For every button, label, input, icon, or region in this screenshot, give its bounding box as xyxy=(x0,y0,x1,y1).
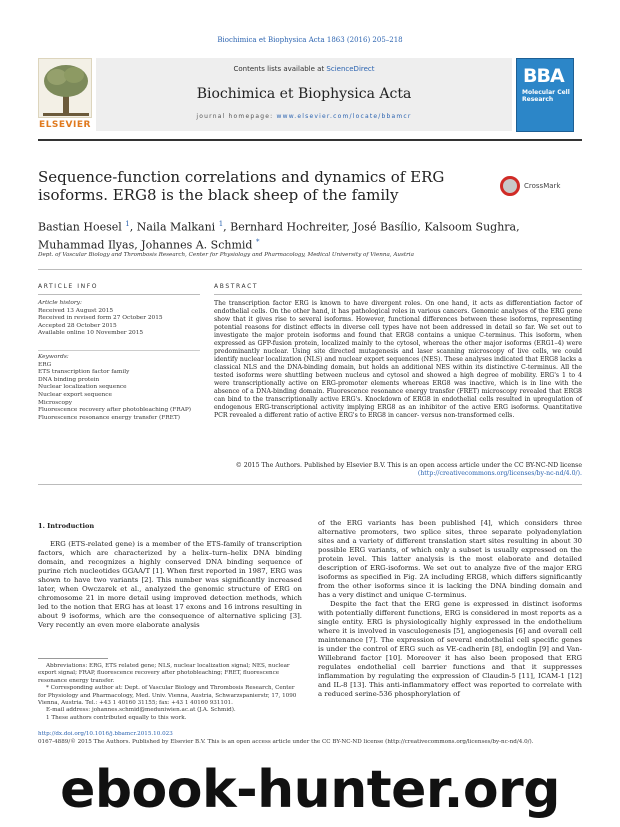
history-line: Received in revised form 27 October 2015 xyxy=(38,315,163,322)
footnotes xyxy=(38,663,302,722)
author: Bastian Hoesel xyxy=(38,220,122,234)
author: José Basílio xyxy=(353,220,418,234)
corresponding-author-marker[interactable]: * xyxy=(255,237,260,246)
keywords-rule xyxy=(38,350,200,351)
journal-homepage: journal homepage: www.elsevier.com/locate/bbamcr xyxy=(196,113,412,120)
article-history xyxy=(38,300,200,338)
paragraph: Despite the fact that the ERG gene is expressed in distinct isoforms with potentially different functions, ERG is considered in most reports as a single entity. ERG is physiologically highly expressed in the endothelium where it is involved in vasculogenesis [5], angiogenesis [6] and overall cell maintenance [7]. The expression of several endothelial cell specific genes is under the control of ERG such as VE-cadherin [8], endoglin [9] and Van-Willebrand factor [10]. Moreover it has also been proposed that ERG regulates endothelial cell barrier functions and that it suppresses inflammation by regulating the expression of Claudin-5 [11], ICAM-1 [12] and IL-8 [13]. This anti-inflammatory effect was reported to correlate with a reduced serine-536 phosphorylation of xyxy=(318,600,582,698)
history-line: Accepted 28 October 2015 xyxy=(38,322,117,329)
elsevier-logo xyxy=(38,58,92,136)
journal-cover xyxy=(516,58,574,132)
author-note-marker[interactable]: 1 xyxy=(125,220,130,228)
crossmark-label: CrossMark xyxy=(524,182,561,190)
footnote-rule xyxy=(38,658,108,659)
abstract-heading: ABSTRACT xyxy=(214,283,259,290)
license-link[interactable]: (http://creativecommons.org/licenses/by-nc-nd/4.0/). xyxy=(417,470,582,477)
crossmark-badge[interactable] xyxy=(500,176,580,196)
author: Muhammad Ilyas xyxy=(38,238,135,252)
footnote-equal-contribution: 1 These authors contributed equally to this work. xyxy=(46,714,187,721)
elsevier-wordmark: ELSEVIER xyxy=(39,120,91,130)
article-info-heading: ARTICLE INFO xyxy=(38,283,99,290)
keyword: DNA binding protein xyxy=(38,376,100,383)
author-note-marker[interactable]: 1 xyxy=(218,220,224,228)
cover-abbreviation: BBA xyxy=(523,65,564,87)
journal-header xyxy=(96,58,512,131)
keywords xyxy=(38,354,200,422)
abstract-rule xyxy=(214,294,582,295)
abstract-text: The transcription factor ERG is known to have divergent roles. On one hand, it acts as differentiation factor of endothelial cells. On the other hand, it has pathological roles in various cancers. Genomic analyses of the ERG gene show that it gives rise to several isoforms. However, functional differences between these isoforms, representing potential reasons for distinct effects in diverse cell types have not been addressed in detail so far. We set out to investigate the major protein isoforms and found that ERG8 contains a unique C-terminus. This isoform, when expressed as GFP-fusion protein, localized mainly to the cytosol, whereas the other major isoforms (ERG1–4) were predominantly nuclear. Using site directed mutagenesis and laser scanning microscopy of live cells, we could identify nuclear localization (NLS) and nuclear export sequences (NES). These analyses indicated that ERG8 lacks a classical NLS and the DNA-binding domain, but holds an additional NES within its distinctive C-terminus. All the tested isoforms were shuttling between nucleus and cytosol and showed a high degree of mobility. ERG's 1 to 4 were transcriptionally active on ERG-promoter elements whereas ERG8 was inactive, which is in line with the absence of a DNA-binding domain. Fluorescence resonance energy transfer (FRET) microscopy revealed that ERG8 can bind to the transcriptionally active ERG's. Knockdown of ERG8 in endothelial cells resulted in upregulation of endogenous ERG-transcriptional activity implying ERG8 as an inhibitor of the active ERG isoforms. Quantitative PCR revealed a different ratio of active ERG's to ERG8 in cancer- versus non-transformed cells. xyxy=(214,300,582,419)
elsevier-tree-icon xyxy=(38,58,92,118)
section-heading-introduction: 1. Introduction xyxy=(38,522,95,530)
keyword: Fluorescence recovery after photobleaching (FRAP) xyxy=(38,407,192,414)
publication-info xyxy=(38,731,582,746)
keyword: ERG xyxy=(38,361,52,368)
author: Naila Malkani xyxy=(136,220,216,234)
author: Kalsoom Sughra xyxy=(424,220,517,234)
affiliation-rule xyxy=(38,269,582,270)
footnote-abbreviations: Abbreviations: ERG, ETS related gene; NLS, nuclear localization signal; NES, nuclear export signal; FRAP, fluorescence recovery after photobleaching; FRET, fluorescence resonance energy transfer. xyxy=(38,663,290,684)
history-line: Received 13 August 2015 xyxy=(38,307,114,314)
author-list: Bastian Hoesel $^1$, Naila Malkani $^1$, Bernhard Hochreiter, José Basílio, Kalsoom Sughra, Muhammad Ilyas, Johannes A. Schmid * xyxy=(38,220,520,252)
article-info-rule xyxy=(38,294,200,295)
affiliation: Dept. of Vascular Biology and Thrombosis Research, Center for Physiology and Pharmacology, Medical University of Vienna, Austria xyxy=(38,252,414,258)
paragraph: of the ERG variants has been published [4], which considers three alternative promoters, two splice sites, three separate polyadenylation sites and a variety of different translation start sites resulting in about 30 possible ERG variants, of which only a subset is usually expressed on the protein level. This latter analysis is the most elaborate and detailed description of ERG-isoforms. We set out to analyze five of the major ERG isoforms as specified in Fig. 2A including ERG8, which differs significantly from the other isoforms since it is lacking the DNA binding domain and has a very distinct and unique C-terminus. xyxy=(318,519,582,599)
journal-citation[interactable]: Biochimica et Biophysica Acta 1863 (2016) 205–218 xyxy=(217,36,403,44)
keyword: Nuclear localization sequence xyxy=(38,384,127,391)
history-label: Article history: xyxy=(38,300,82,306)
author: Bernhard Hochreiter xyxy=(230,220,347,234)
cover-subtitle: Molecular Cell Research xyxy=(522,89,570,103)
header-rule xyxy=(38,139,582,141)
footnote-email[interactable]: E-mail address: johannes.schmid@meduniwien.ac.at (J.A. Schmid). xyxy=(46,707,236,714)
homepage-link[interactable]: www.elsevier.com/locate/bbamcr xyxy=(276,113,412,120)
issn-line: 0167-4889/© 2015 The Authors. Published by Elsevier B.V. This is an open access article under the CC BY-NC-ND license (http://creativecommons.org/licenses/by-nc-nd/4.0/). xyxy=(38,738,534,745)
doi-link[interactable]: http://dx.doi.org/10.1016/j.bbamcr.2015.10.023 xyxy=(38,731,173,737)
article-title: Sequence-function correlations and dynamics of ERG isoforms. ERG8 is the black sheep of the family xyxy=(38,168,445,204)
paragraph: ERG (ETS-related gene) is a member of the ETS-family of transcription factors, which are characterized by a helix–turn–helix DNA binding domain, and recognizes a highly conserved DNA binding sequence of purine rich nucleotides GGAA/T [1]. When first reported in 1987, ERG was shown to have two variants [2]. This number was significantly increased later, when Owczarek et al., analyzed the genomic structure of ERG on chromosome 21 in more detail using improved detection methods, which led to the notion that ERG has at least 17 exons and 16 introns resulting in about 9 isoforms, which are the consequence of alternative splicing [3]. Very recently an even more elaborate analysis xyxy=(38,540,302,629)
footnote-corresponding: * Corresponding author at: Dept. of Vascular Biology and Thrombosis Research, Center for Physiology and Pharmacology, Med. Univ. Vienna, Austria, Schwarzspanierstr, 17, 1090 Vienna, Austria. Tel.: +43 1 40160 31155; fax: +43 1 40160 931101. xyxy=(38,685,297,707)
license-statement: © 2015 The Authors. Published by Elsevier B.V. This is an open access article under the CC BY-NC-ND license (http://creativecommons.org/licenses/by-nc-nd/4.0/). xyxy=(235,462,582,477)
keyword: ETS transcription factor family xyxy=(38,369,130,376)
keyword: Fluorescence resonance energy transfer (FRET) xyxy=(38,414,180,421)
crossmark-icon xyxy=(500,176,520,196)
keywords-label: Keywords: xyxy=(38,354,69,360)
intro-left-column xyxy=(38,540,302,630)
journal-title: Biochimica et Biophysica Acta xyxy=(196,86,412,102)
abstract-end-rule xyxy=(38,484,582,485)
intro-right-column xyxy=(318,519,582,699)
author: Johannes A. Schmid xyxy=(141,238,253,252)
sciencedirect-link[interactable]: ScienceDirect xyxy=(326,65,375,73)
history-line: Available online 10 November 2015 xyxy=(38,330,144,337)
watermark: ebook-hunter.org xyxy=(60,760,560,820)
keyword: Microscopy xyxy=(38,399,72,406)
contents-line: Contents lists available at ScienceDirect xyxy=(233,65,375,73)
keyword: Nuclear export sequence xyxy=(38,391,112,398)
